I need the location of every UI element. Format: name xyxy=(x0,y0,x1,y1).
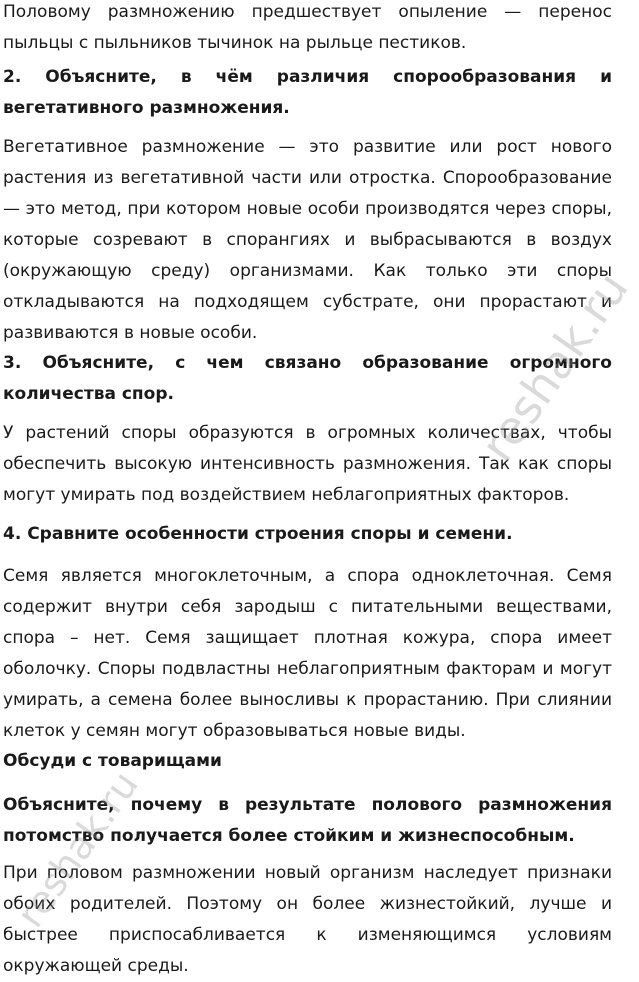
answer-4: Семя является многоклеточным, а спора одноклеточная. Семя содержит внутри себя зародыш с питательными веществами, спора – нет. Семя защищает плотная кожура, спора имеет оболочку. Споры подвластны неблагоприятным факторам и могут умирать, а семена более выносливы к прорастанию. При слиянии клеток у семян могут образовываться новые виды. xyxy=(3,566,612,741)
discuss-heading: Обсуди с товарищами xyxy=(3,751,222,771)
question-2: 2. Объясните, в чём различия спорообразования и вегетативного размножения. xyxy=(3,67,612,118)
discuss-answer: При половом размножении новый организм наследует признаки обоих родителей. Поэтому он более жизнестойкий, лучше и быстрее приспосабливается к изменяющимся условиям окружающей среды. xyxy=(3,863,612,976)
answer-3: У растений споры образуются в огромных количествах, чтобы обеспечить высокую интенсивность размножения. Так как споры могут умирать под воздействием неблагоприятных факторов. xyxy=(3,423,612,505)
watermark-text: reshak.ru xyxy=(470,262,639,471)
question-3: 3. Объясните, с чем связано образование огромного количества спор. xyxy=(3,353,612,404)
intro-paragraph: Половому размножению предшествует опыление — перенос пыльцы с пыльников тычинок на рыльце пестиков. xyxy=(3,2,612,53)
answer-2: Вегетативное размножение — это развитие или рост нового растения из вегетативной части или отростка. Спорообразование — это метод, при котором новые особи производятся через споры, которые созревают в спорангиях и выбрасываются в воздух (окружающую среду) организмами. Как только эти споры откладываются на подходящем субстрате, они прорастают и развиваются в новые особи. xyxy=(3,137,612,343)
discuss-question: Объясните, почему в результате полового размножения потомство получается более стойким и жизнеспособным. xyxy=(3,795,612,846)
watermark-text-bottom: reshak.ru xyxy=(8,763,147,936)
question-4: 4. Сравните особенности строения споры и семени. xyxy=(3,524,513,544)
